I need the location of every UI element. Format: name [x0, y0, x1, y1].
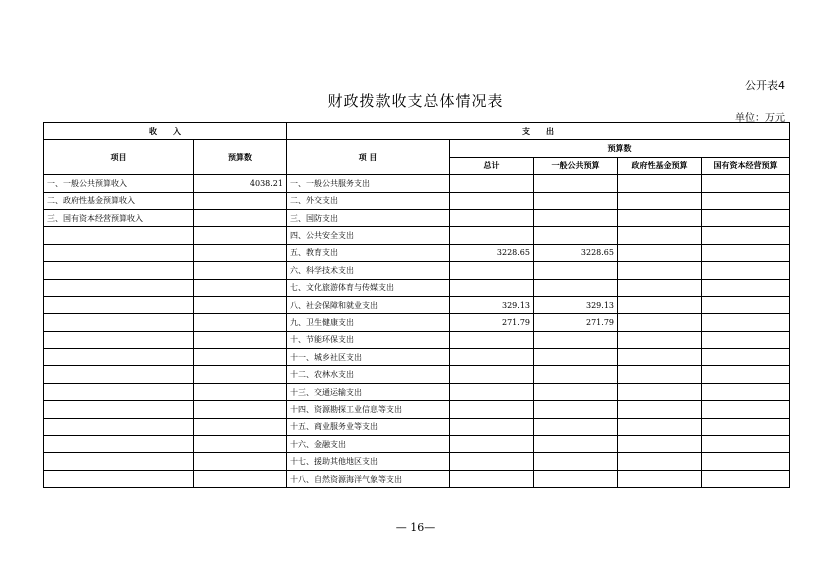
- expense-item: 四、公共安全支出: [287, 227, 450, 244]
- table-row: [44, 366, 790, 383]
- general-budget-value: [534, 331, 618, 348]
- general-budget-value: [534, 175, 618, 192]
- income-value: [194, 209, 287, 226]
- income-item: [44, 279, 194, 296]
- general-budget-value: [534, 470, 618, 487]
- state-capital-value: [702, 227, 790, 244]
- expense-item: 五、教育支出: [287, 244, 450, 261]
- fund-budget-value: [618, 314, 702, 331]
- page-title: 财政拨款收支总体情况表: [327, 92, 504, 110]
- state-capital-value: [702, 192, 790, 209]
- income-value: [194, 314, 287, 331]
- col-state-capital-budget: 国有资本经营预算: [702, 157, 790, 174]
- total-value: 3228.65: [450, 244, 534, 261]
- total-value: [450, 209, 534, 226]
- expense-item: 十、节能环保支出: [287, 331, 450, 348]
- fund-budget-value: [618, 383, 702, 400]
- income-value: [194, 401, 287, 418]
- total-value: [450, 279, 534, 296]
- income-item: [44, 227, 194, 244]
- state-capital-value: [702, 175, 790, 192]
- state-capital-value: [702, 418, 790, 435]
- fund-budget-value: [618, 244, 702, 261]
- fund-budget-value: [618, 279, 702, 296]
- income-header: 收 入: [44, 123, 287, 140]
- general-budget-value: [534, 418, 618, 435]
- table-row: [44, 175, 790, 192]
- total-value: [450, 192, 534, 209]
- fund-budget-value: [618, 227, 702, 244]
- total-value: [450, 262, 534, 279]
- fund-budget-value: [618, 209, 702, 226]
- total-value: [450, 436, 534, 453]
- state-capital-value: [702, 366, 790, 383]
- income-item: [44, 383, 194, 400]
- general-budget-value: 271.79: [534, 314, 618, 331]
- fund-budget-value: [618, 296, 702, 313]
- general-budget-value: [534, 453, 618, 470]
- table-row: [44, 314, 790, 331]
- table-body: [44, 175, 790, 488]
- general-budget-value: [534, 349, 618, 366]
- state-capital-value: [702, 209, 790, 226]
- table-row: [44, 262, 790, 279]
- table-row: [44, 349, 790, 366]
- income-item: [44, 262, 194, 279]
- general-budget-value: [534, 279, 618, 296]
- expense-item: 十五、商业服务业等支出: [287, 418, 450, 435]
- total-value: 329.13: [450, 296, 534, 313]
- income-item: 三、国有资本经营预算收入: [44, 209, 194, 226]
- expense-header: 支 出: [287, 123, 790, 140]
- income-value: [194, 262, 287, 279]
- fund-budget-value: [618, 262, 702, 279]
- table-row: [44, 331, 790, 348]
- col-total: 总计: [450, 157, 534, 174]
- fund-budget-value: [618, 349, 702, 366]
- table-row: [44, 470, 790, 487]
- expense-item: 十四、资源勘探工业信息等支出: [287, 401, 450, 418]
- general-budget-value: [534, 227, 618, 244]
- general-budget-value: [534, 383, 618, 400]
- table-row: [44, 418, 790, 435]
- income-item: [44, 401, 194, 418]
- income-value: [194, 418, 287, 435]
- state-capital-value: [702, 314, 790, 331]
- general-budget-value: [534, 209, 618, 226]
- fund-budget-value: [618, 175, 702, 192]
- total-value: [450, 175, 534, 192]
- income-item: [44, 436, 194, 453]
- state-capital-value: [702, 296, 790, 313]
- income-value: [194, 453, 287, 470]
- income-value: [194, 227, 287, 244]
- expense-item: 九、卫生健康支出: [287, 314, 450, 331]
- income-value: [194, 383, 287, 400]
- expense-item: 八、社会保障和就业支出: [287, 296, 450, 313]
- total-value: [450, 470, 534, 487]
- general-budget-value: 329.13: [534, 296, 618, 313]
- total-value: [450, 453, 534, 470]
- income-item: [44, 314, 194, 331]
- income-value: [194, 436, 287, 453]
- income-value: [194, 244, 287, 261]
- state-capital-value: [702, 470, 790, 487]
- expense-item: 十二、农林水支出: [287, 366, 450, 383]
- expense-item: 十三、交通运输支出: [287, 383, 450, 400]
- fund-budget-value: [618, 331, 702, 348]
- fund-budget-value: [618, 470, 702, 487]
- fund-budget-value: [618, 453, 702, 470]
- income-value: [194, 279, 287, 296]
- fund-budget-value: [618, 192, 702, 209]
- expense-item: 十七、援助其他地区支出: [287, 453, 450, 470]
- state-capital-value: [702, 331, 790, 348]
- col-income-item: 项目: [44, 140, 194, 175]
- income-value: [194, 192, 287, 209]
- table-row: [44, 227, 790, 244]
- table-row: [44, 453, 790, 470]
- income-item: [44, 349, 194, 366]
- income-item: [44, 331, 194, 348]
- state-capital-value: [702, 244, 790, 261]
- expense-item: 十八、自然资源海洋气象等支出: [287, 470, 450, 487]
- income-item: [44, 453, 194, 470]
- table-row: [44, 209, 790, 226]
- income-value: [194, 366, 287, 383]
- state-capital-value: [702, 262, 790, 279]
- total-value: [450, 383, 534, 400]
- state-capital-value: [702, 383, 790, 400]
- expense-item: 六、科学技术支出: [287, 262, 450, 279]
- general-budget-value: [534, 436, 618, 453]
- general-budget-value: [534, 262, 618, 279]
- general-budget-value: [534, 366, 618, 383]
- expense-item: 一、一般公共服务支出: [287, 175, 450, 192]
- table-row: [44, 279, 790, 296]
- expense-item: 十一、城乡社区支出: [287, 349, 450, 366]
- income-value: [194, 296, 287, 313]
- expense-item: 三、国防支出: [287, 209, 450, 226]
- state-capital-value: [702, 349, 790, 366]
- total-value: [450, 418, 534, 435]
- income-value: [194, 349, 287, 366]
- income-item: 二、政府性基金预算收入: [44, 192, 194, 209]
- total-value: [450, 331, 534, 348]
- state-capital-value: [702, 453, 790, 470]
- table-tag: 公开表4: [745, 79, 785, 92]
- fund-budget-value: [618, 401, 702, 418]
- total-value: [450, 349, 534, 366]
- income-item: [44, 296, 194, 313]
- general-budget-value: 3228.65: [534, 244, 618, 261]
- table-row: [44, 244, 790, 261]
- income-item: [44, 244, 194, 261]
- col-general-budget: 一般公共预算: [534, 157, 618, 174]
- expense-item: 七、文化旅游体育与传媒支出: [287, 279, 450, 296]
- col-expense-budget: 预算数: [450, 140, 790, 157]
- table-row: [44, 436, 790, 453]
- total-value: [450, 401, 534, 418]
- expense-item: 十六、金融支出: [287, 436, 450, 453]
- income-item: 一、一般公共预算收入: [44, 175, 194, 192]
- table-row: [44, 192, 790, 209]
- page-number: — 16—: [395, 521, 436, 534]
- table-row: [44, 296, 790, 313]
- table-row: [44, 383, 790, 400]
- fund-budget-value: [618, 418, 702, 435]
- col-income-budget: 预算数: [194, 140, 287, 175]
- col-fund-budget: 政府性基金预算: [618, 157, 702, 174]
- total-value: 271.79: [450, 314, 534, 331]
- total-value: [450, 366, 534, 383]
- income-value: [194, 331, 287, 348]
- income-item: [44, 470, 194, 487]
- state-capital-value: [702, 401, 790, 418]
- fund-budget-value: [618, 436, 702, 453]
- income-item: [44, 418, 194, 435]
- unit-label: 单位：万元: [735, 113, 785, 124]
- col-expense-item: 项 目: [287, 140, 450, 175]
- income-item: [44, 366, 194, 383]
- budget-table: [43, 122, 790, 488]
- general-budget-value: [534, 192, 618, 209]
- expense-item: 二、外交支出: [287, 192, 450, 209]
- total-value: [450, 227, 534, 244]
- fund-budget-value: [618, 366, 702, 383]
- state-capital-value: [702, 436, 790, 453]
- table-row: [44, 401, 790, 418]
- income-value: [194, 470, 287, 487]
- general-budget-value: [534, 401, 618, 418]
- income-value: 4038.21: [194, 175, 287, 192]
- state-capital-value: [702, 279, 790, 296]
